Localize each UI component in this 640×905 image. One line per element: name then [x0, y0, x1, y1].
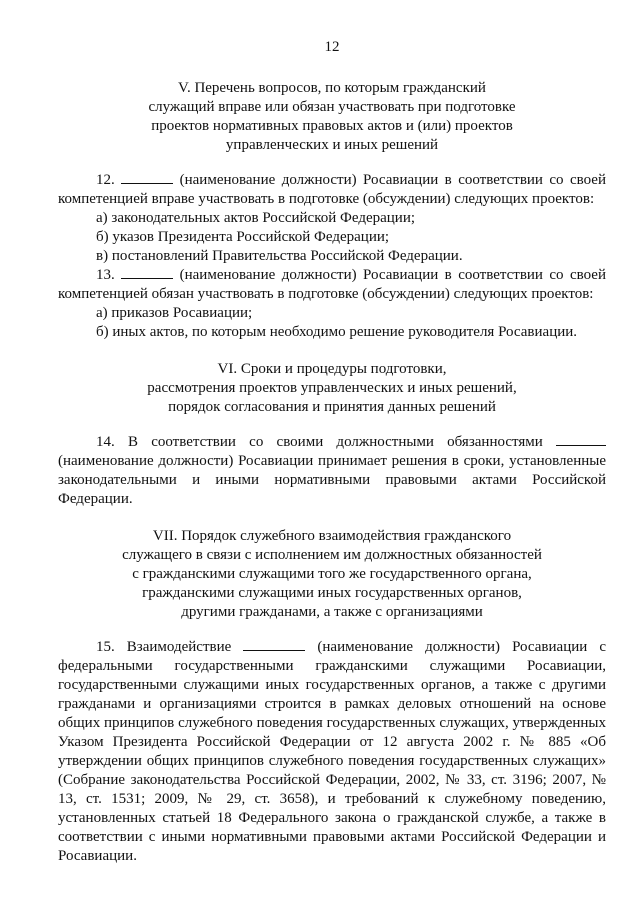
paragraph-15-lead: 15. Взаимодействие — [96, 639, 232, 655]
paragraph-13-text: (наименование должности) Росавиации в соответствии со своей компетенцией обязан участвовать в подготовке (обсуждении) следующих проектов: — [58, 267, 606, 302]
page-number: 12 — [324, 39, 340, 55]
list-item: а) законодательных актов Российской Федерации; — [96, 210, 416, 226]
list-item: а) приказов Росавиации; — [96, 305, 253, 321]
paragraph-14-lead: 14. В соответствии со своими должностными обязанностями — [96, 434, 543, 450]
list-item: в) постановлений Правительства Российской Федерации. — [96, 248, 463, 264]
section-6-title-line: рассмотрения проектов управленческих и иных решений, — [147, 380, 517, 396]
paragraph-13-number: 13. — [96, 267, 115, 283]
section-5-title-line: проектов нормативных правовых актов и (или) проектов — [151, 118, 513, 134]
paragraph-12-text: (наименование должности) Росавиации в соответствии со своей компетенцией вправе участвовать в подготовке (обсуждении) следующих проектов: — [58, 172, 606, 207]
paragraph-12-number: 12. — [96, 172, 115, 188]
paragraph-14 — [58, 433, 606, 509]
section-7-title-line: с гражданскими служащими того же государственного органа, — [132, 566, 532, 582]
section-5-title — [58, 79, 606, 155]
section-5-title-line: управленческих и иных решений — [225, 137, 439, 153]
position-blank — [121, 266, 173, 279]
spacer — [58, 509, 606, 527]
section-7-title-line: служащего в связи с исполнением им должностных обязанностей — [122, 547, 542, 563]
section-5-title-line: служащий вправе или обязан участвовать при подготовке — [148, 99, 516, 115]
position-blank — [243, 638, 305, 651]
section-7-title-line: VII. Порядок служебного взаимодействия гражданского — [152, 528, 512, 544]
list-item: б) иных актов, по которым необходимо решение руководителя Росавиации. — [96, 324, 578, 340]
section-6-title — [58, 360, 606, 417]
section-7-title-line: гражданскими служащими иных государственных органов, — [142, 585, 522, 601]
section-6-title-line: порядок согласования и принятия данных решений — [168, 399, 496, 415]
section-7-title — [58, 527, 606, 622]
position-blank — [556, 433, 606, 446]
section-6-title-line: VI. Сроки и процедуры подготовки, — [217, 361, 447, 377]
paragraph-14-text: (наименование должности) Росавиации принимает решения в сроки, установленные законодательными и иными нормативными правовыми актами Российской Федерации. — [58, 453, 606, 507]
paragraph-15-text: (наименование должности) Росавиации с федеральными государственными гражданскими служащими Росавиации, государственными служащими иных государственных органов, а также с другими гражданами и организациями строится в рамках деловых отношений на основе общих принципов служебного поведения государственных служащих, утвержденных Указом Президента Российской Федерации от 12 августа 2002 г. № 885 «Об утверждении общих принципов служебного поведения государственных служащих» (Собрание законодательства Российской Федерации, 2002, № 33, ст. 3196; 2007, № 13, ст. 1531; 2009, № 29, ст. 3658), и требований к служебному поведению, установленных статьей 18 Федерального закона о гражданской службе, а также в соответствии с иными нормативными правовыми актами Российской Федерации и Росавиации. — [58, 639, 606, 864]
paragraph-15 — [58, 638, 606, 866]
paragraph-13 — [58, 266, 606, 304]
position-blank — [121, 171, 173, 184]
section-5-title-line: V. Перечень вопросов, по которым гражданский — [178, 80, 486, 96]
list-item: б) указов Президента Российской Федерации; — [96, 229, 390, 245]
paragraph-12 — [58, 171, 606, 209]
section-7-title-line: другими гражданами, а также с организациями — [181, 604, 483, 620]
spacer — [58, 342, 606, 360]
